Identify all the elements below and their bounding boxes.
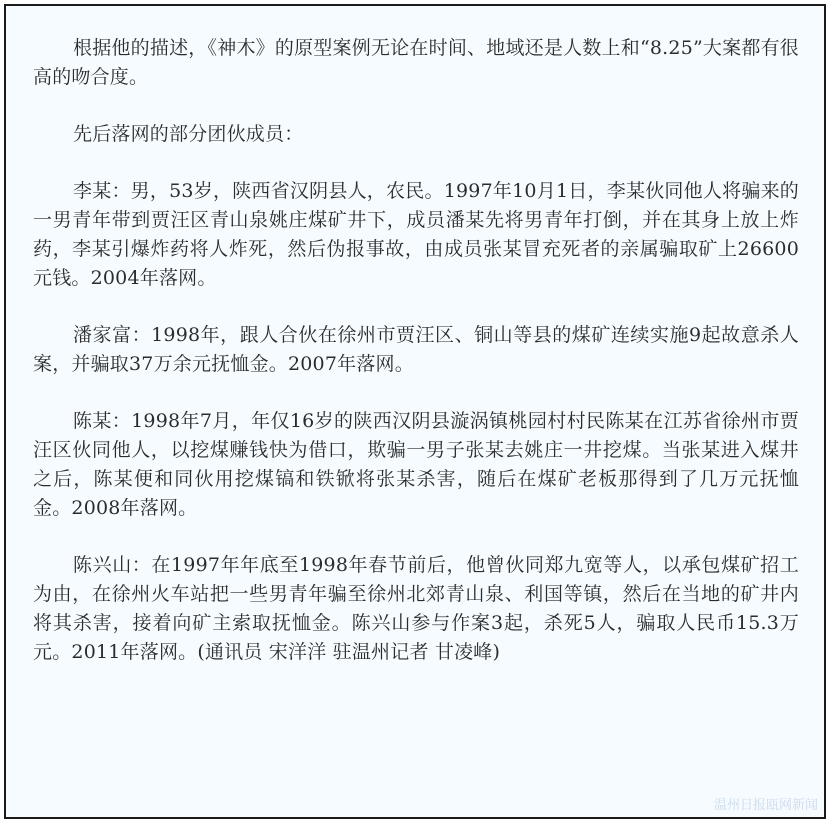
- paragraph-member-chen: 陈某：1998年7月，年仅16岁的陕西汉阴县漩涡镇桃园村村民陈某在江苏省徐州市贾汪区伙同他人，以挖煤赚钱快为借口，欺骗一男子张某去姚庄一井挖煤。当张某进入煤井之后，陈某便和同伙用挖煤镐和铁锨将张某杀害，随后在煤矿老板那得到了几万元抚恤金。2008年落网。: [33, 410, 799, 519]
- paragraph-intro: 根据他的描述，《神木》的原型案例无论在时间、地域还是人数上和“8.25”大案都有很高的吻合度。: [33, 37, 799, 88]
- article-body: [33, 34, 799, 667]
- paragraph-member-chen-xingshan: 陈兴山：在1997年年底至1998年春节前后，他曾伙同郑九宽等人，以承包煤矿招工为由，在徐州火车站把一些男青年骗至徐州北郊青山泉、利国等镇，然后在当地的矿井内将其杀害，接着向矿主索取抚恤金。陈兴山参与作案3起，杀死5人，骗取人民币15.3万元。2011年落网。(通讯员 宋洋洋 驻温州记者 甘凌峰): [33, 554, 799, 663]
- paragraph-members-heading: 先后落网的部分团伙成员：: [73, 123, 304, 145]
- paragraph-member-pan: 潘家富：1998年，跟人合伙在徐州市贾汪区、铜山等县的煤矿连续实施9起故意杀人案，并骗取37万余元抚恤金。2007年落网。: [33, 324, 799, 375]
- article-frame: [4, 4, 826, 819]
- paragraph-member-li: 李某：男，53岁，陕西省汉阴县人，农民。1997年10月1日，李某伙同他人将骗来的一男青年带到贾汪区青山泉姚庄煤矿井下，成员潘某先将男青年打倒，并在其身上放上炸药，李某引爆炸药将人炸死，然后伪报事故，由成员张某冒充死者的亲属骗取矿上26600元钱。2004年落网。: [33, 180, 799, 289]
- watermark: 温州日报瓯网新闻: [713, 798, 818, 813]
